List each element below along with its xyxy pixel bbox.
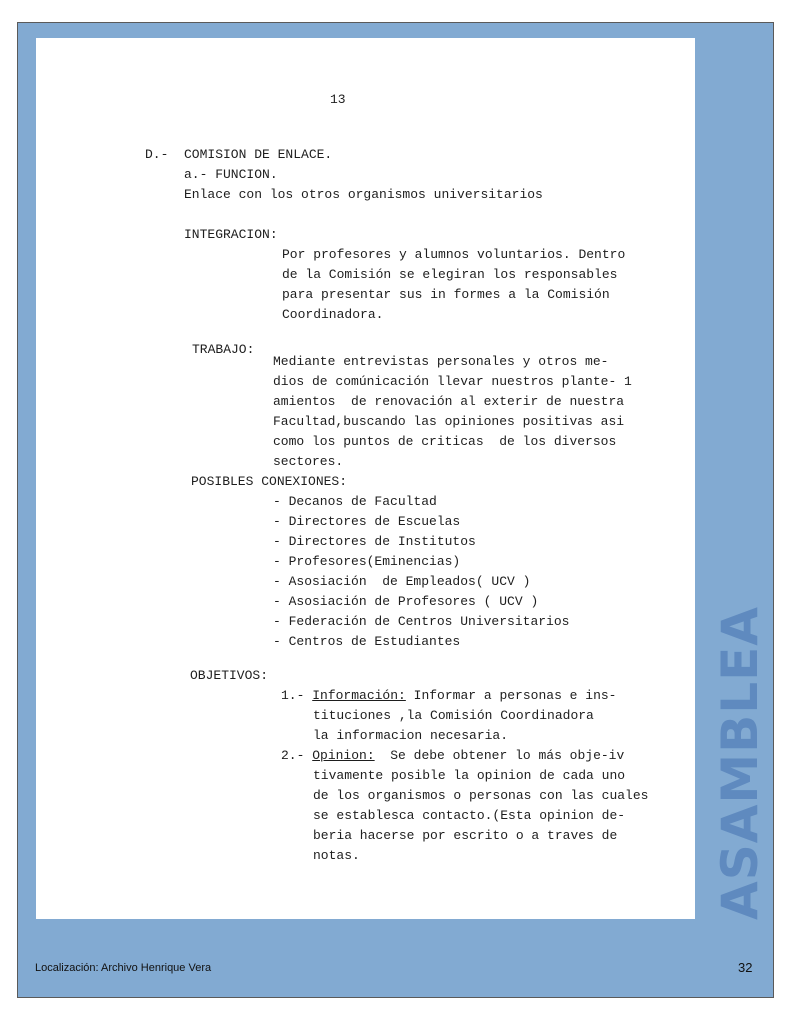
objetivo-2-continuation: tivamente posible la opinion de cada uno xyxy=(313,768,626,783)
objetivo-2-continuation: notas. xyxy=(313,848,360,863)
footer-page-number: 32 xyxy=(738,960,753,975)
conexion-item: - Federación de Centros Universitarios xyxy=(273,614,570,629)
objetivo-1-text: Informar a personas e ins- xyxy=(405,688,617,703)
trabajo-line: amientos de renovación al exterir de nuestra xyxy=(273,394,625,409)
objetivo-2-text: Se debe obtener lo más obje-iv xyxy=(374,748,625,763)
objetivo-2-number: 2.- xyxy=(281,748,305,763)
scanned-document xyxy=(36,38,695,919)
objetivo-1-line xyxy=(281,688,616,704)
section-title: COMISION DE ENLACE. xyxy=(184,147,333,162)
trabajo-label: TRABAJO: xyxy=(192,342,255,357)
conexion-item: - Directores de Escuelas xyxy=(273,514,461,529)
objetivos-label: OBJETIVOS: xyxy=(190,668,269,683)
integracion-line: de la Comisión se elegiran los responsables xyxy=(282,267,618,282)
section-marker: D.- xyxy=(145,147,169,162)
trabajo-line: Mediante entrevistas personales y otros me- xyxy=(273,354,609,369)
objetivo-1-number: 1.- xyxy=(281,688,305,703)
integracion-line: Coordinadora. xyxy=(282,307,384,322)
trabajo-line: sectores. xyxy=(273,454,344,469)
trabajo-line: como los puntos de criticas de los diversos xyxy=(273,434,617,449)
objetivo-1-continuation: tituciones ,la Comisión Coordinadora xyxy=(313,708,594,723)
conexion-item: - Centros de Estudiantes xyxy=(273,634,461,649)
funcion-text: Enlace con los otros organismos universitarios xyxy=(184,187,543,202)
conexion-item: - Profesores(Eminencias) xyxy=(273,554,461,569)
trabajo-line: Facultad,buscando las opiniones positivas asi xyxy=(273,414,625,429)
conexion-item: - Decanos de Facultad xyxy=(273,494,437,509)
sidebar-title: ASAMBLEA xyxy=(711,606,769,920)
trabajo-line: dios de comúnicación llevar nuestros plante- 1 xyxy=(273,374,632,389)
conexion-item: - Directores de Institutos xyxy=(273,534,476,549)
funcion-label: a.- FUNCION. xyxy=(184,167,278,182)
objetivo-2-continuation: de los organismos o personas con las cuales xyxy=(313,788,649,803)
integracion-line: Por profesores y alumnos voluntarios. Dentro xyxy=(282,247,626,262)
integracion-label: INTEGRACION: xyxy=(184,227,278,242)
objetivo-1-title: Información: xyxy=(312,688,406,703)
footer-location: Localización: Archivo Henrique Vera xyxy=(35,962,212,974)
objetivo-2-continuation: se establesca contacto.(Esta opinion de- xyxy=(313,808,626,823)
conexiones-label: POSIBLES CONEXIONES: xyxy=(191,474,348,489)
objetivo-2-line xyxy=(281,748,624,764)
conexion-item: - Asosiación de Empleados( UCV ) xyxy=(273,574,531,589)
objetivo-1-continuation: la informacion necesaria. xyxy=(313,728,509,743)
typed-page-number: 13 xyxy=(330,92,346,107)
objetivo-2-title: Opinion: xyxy=(312,748,375,763)
integracion-line: para presentar sus in formes a la Comisión xyxy=(282,287,610,302)
conexion-item: - Asosiación de Profesores ( UCV ) xyxy=(273,594,539,609)
objetivo-2-continuation: beria hacerse por escrito o a traves de xyxy=(313,828,618,843)
